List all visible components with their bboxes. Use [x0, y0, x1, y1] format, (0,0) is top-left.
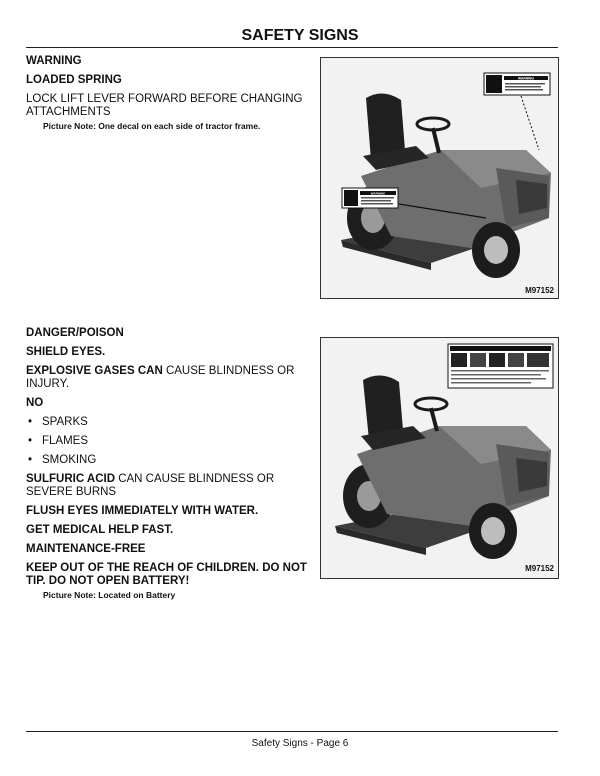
footer-divider — [26, 731, 558, 732]
keep-out-line: KEEP OUT OF THE REACH OF CHILDREN. DO NOT TIP. DO NOT OPEN BATTERY! — [26, 562, 307, 587]
picture-note: Picture Note: Located on Battery — [43, 590, 176, 600]
page-footer: Safety Signs - Page 6 — [251, 738, 349, 749]
tractor-illustration — [321, 338, 558, 578]
battery-decal — [448, 344, 553, 388]
tractor-figure-battery-decal — [320, 337, 559, 579]
tractor-illustration — [321, 58, 558, 298]
explosive-gases-line — [26, 365, 318, 391]
sulfuric-acid-bold: SULFURIC ACID — [26, 473, 116, 485]
title-divider — [26, 47, 558, 48]
sulfuric-acid-line — [26, 473, 318, 499]
danger-section — [26, 327, 318, 607]
explosive-gases-bold: EXPLOSIVE GASES CAN — [26, 365, 163, 377]
hazard-bullet-list — [26, 416, 318, 467]
page-title: SAFETY SIGNS — [241, 27, 359, 44]
tractor-figure-spring-decal — [320, 57, 559, 299]
figure-label: M97152 — [525, 564, 554, 573]
bullet-item: • FLAMES — [26, 435, 318, 448]
flush-eyes-line: FLUSH EYES IMMEDIATELY WITH WATER. — [26, 505, 259, 517]
warning-heading: WARNING — [26, 55, 82, 67]
loaded-spring-heading: LOADED SPRING — [26, 74, 122, 86]
warning-section — [26, 55, 318, 138]
figure-label: M97152 — [525, 286, 554, 295]
picture-note: Picture Note: One decal on each side of tractor frame. — [43, 121, 261, 131]
warning-decal-side — [342, 188, 398, 208]
explosive-gases-rest: CAUSE BLINDNESS OR INJURY. — [26, 365, 295, 390]
svg-text:WARNING: WARNING — [518, 76, 534, 81]
no-line: NO — [26, 397, 44, 409]
bullet-item: • SPARKS — [26, 416, 318, 429]
warning-body: LOCK LIFT LEVER FORWARD BEFORE CHANGING ATTACHMENTS — [26, 93, 303, 118]
maintenance-free-line: MAINTENANCE-FREE — [26, 543, 146, 555]
danger-heading: DANGER/POISON — [26, 327, 124, 339]
sulfuric-acid-rest: CAN CAUSE BLINDNESS OR SEVERE BURNS — [26, 473, 275, 498]
medical-help-line: GET MEDICAL HELP FAST. — [26, 524, 174, 536]
shield-eyes-line: SHIELD EYES. — [26, 346, 106, 358]
warning-decal-top — [484, 73, 550, 95]
bullet-item: • SMOKING — [26, 454, 318, 467]
svg-text:WARNING: WARNING — [370, 191, 386, 196]
